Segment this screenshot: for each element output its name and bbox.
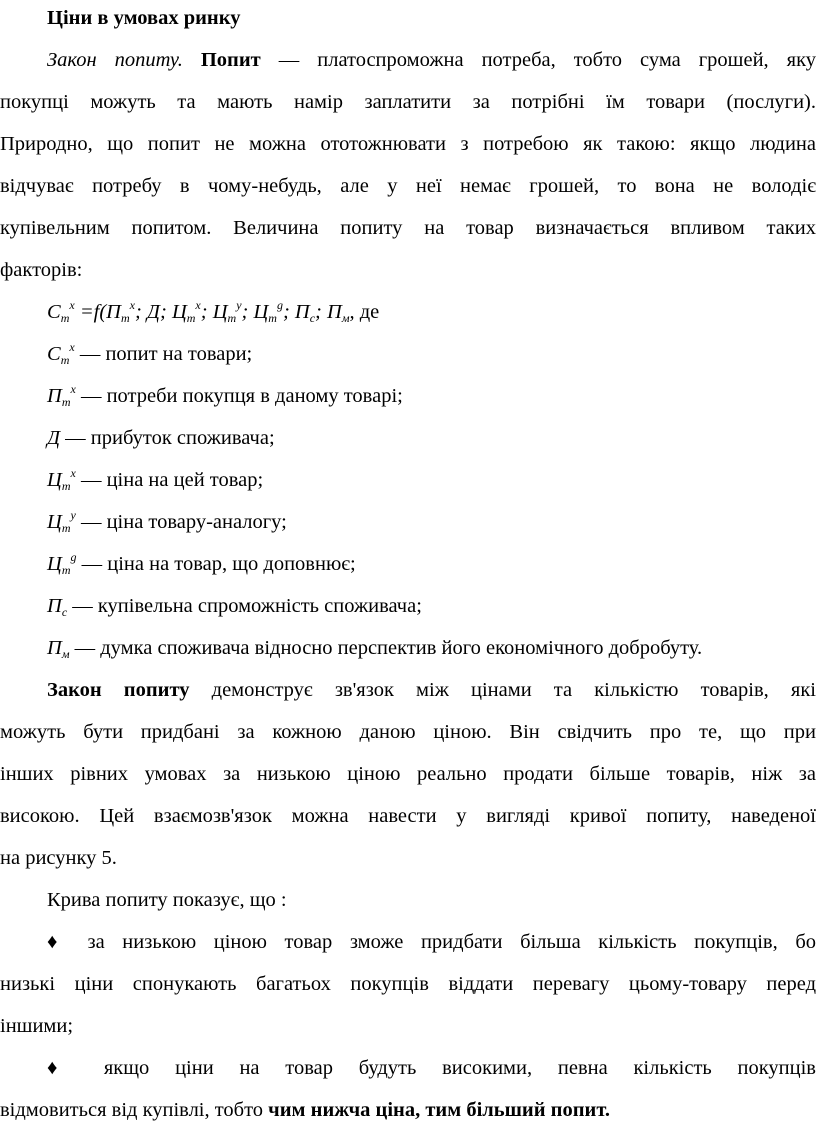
formula-subscript: т bbox=[186, 311, 196, 325]
formula-text: , bbox=[349, 301, 355, 323]
definition-item bbox=[47, 384, 816, 408]
formula-subscript: т bbox=[120, 311, 130, 325]
definition-item bbox=[47, 552, 816, 576]
formula-text: ; bbox=[200, 301, 213, 323]
bullet-2-text: відмовиться від купівлі, тобто bbox=[0, 1099, 269, 1121]
formula-symbol: П bbox=[294, 301, 310, 323]
bullet-2-bold-conclusion: чим нижча ціна, тим більший попит. bbox=[268, 1099, 611, 1121]
formula-symbol: Ц bbox=[253, 301, 269, 323]
paragraph-2-line-5: на рисунку 5. bbox=[0, 847, 117, 869]
definition-superscript: х bbox=[70, 466, 76, 480]
definition-subscript: т bbox=[61, 479, 71, 493]
definition-symbol: Ц bbox=[47, 511, 62, 533]
formula-superscript: х bbox=[69, 298, 75, 312]
formula-symbol: П bbox=[106, 301, 121, 323]
demand-term-bold: Попит bbox=[200, 49, 261, 71]
bullet-1-line-2: низькі ціни спонукають багатьох покупців віддати перевагу цьому-товару перед bbox=[0, 973, 816, 995]
definition-subscript: т bbox=[60, 353, 70, 367]
definition-subscript: т bbox=[61, 521, 71, 535]
definition-text: — ціна на цей товар; bbox=[75, 469, 264, 491]
definition-symbol: П bbox=[47, 637, 62, 659]
definition-symbol: Ц bbox=[47, 553, 62, 575]
definition-text: — ціна на товар, що доповнює; bbox=[76, 553, 356, 575]
formula-subscript: т bbox=[60, 311, 70, 325]
paragraph-1-line-3: Природно, що попит не можна ототожнювати з потребою як такою: якщо людина bbox=[0, 133, 816, 155]
formula-subscript: т bbox=[227, 311, 237, 325]
definition-item bbox=[47, 510, 816, 534]
paragraph-1-text: — платоспроможна потреба, тобто сума грошей, яку bbox=[260, 49, 816, 71]
definition-text: — ціна товару-аналогу; bbox=[75, 511, 287, 533]
formula-where: де bbox=[354, 301, 380, 323]
definition-text: — потреби покупця в даному товарі; bbox=[75, 385, 403, 407]
formula-superscript: g bbox=[276, 298, 283, 312]
formula-text: =f( bbox=[74, 301, 107, 323]
definition-item bbox=[47, 636, 816, 660]
definition-text: — думка споживача відносно перспектив його економічного добробуту. bbox=[69, 637, 703, 659]
formula-text: ; bbox=[315, 301, 327, 323]
formula-subscript: с bbox=[309, 311, 316, 325]
definition-superscript: х bbox=[70, 382, 76, 396]
formula-symbol: П bbox=[327, 301, 342, 323]
formula-symbol: Ц bbox=[171, 301, 187, 323]
formula-superscript: х bbox=[195, 298, 201, 312]
paragraph-2-line-2: можуть бути придбані за кожною даною ціною. Він свідчить про те, що при bbox=[0, 721, 816, 743]
definition-symbol: С bbox=[47, 343, 61, 365]
formula-superscript: у bbox=[236, 298, 242, 312]
definition-text: — купівельна спроможність споживача; bbox=[67, 595, 422, 617]
diamond-bullet-icon: ♦ bbox=[47, 931, 70, 953]
definition-superscript: х bbox=[69, 340, 75, 354]
paragraph-1-line-1 bbox=[47, 48, 816, 72]
definition-text: — прибуток споживача; bbox=[60, 427, 275, 449]
demand-formula bbox=[47, 300, 816, 324]
definition-item bbox=[47, 426, 816, 450]
bullet-1-text: за низькою ціною товар зможе придбати більша кількість покупців, бо bbox=[69, 931, 816, 953]
paragraph-1-line-5: купівельним попитом. Величина попиту на товар визначається впливом таких bbox=[0, 217, 816, 239]
definition-symbol: П bbox=[47, 385, 62, 407]
paragraph-1-line-2: покупці можуть та мають намір заплатити за потрібні їм товари (послуги). bbox=[0, 91, 816, 113]
definition-symbol: П bbox=[47, 595, 62, 617]
definition-subscript: м bbox=[61, 647, 70, 661]
paragraph-1-line-6: факторів: bbox=[0, 259, 83, 281]
definition-symbol: Ц bbox=[47, 469, 62, 491]
section-heading: Ціни в умовах ринку bbox=[47, 7, 241, 29]
bullet-2-line-1 bbox=[47, 1056, 816, 1080]
formula-text: ; Д; bbox=[134, 301, 172, 323]
definition-text: — попит на товари; bbox=[74, 343, 253, 365]
diamond-bullet-icon: ♦ bbox=[47, 1057, 79, 1079]
paragraph-2-line-1 bbox=[47, 678, 816, 702]
definition-subscript: т bbox=[61, 395, 71, 409]
paragraph-3: Крива попиту показує, що : bbox=[47, 889, 287, 911]
formula-superscript: х bbox=[129, 298, 135, 312]
formula-subscript: м bbox=[341, 311, 350, 325]
definition-item bbox=[47, 468, 816, 492]
bullet-2-line-2 bbox=[0, 1098, 816, 1122]
paragraph-1-line-4: відчуває потребу в чому-небудь, але у неї немає грошей, то вона не володіє bbox=[0, 175, 816, 197]
paragraph-2-text: демонструє зв'язок між цінами та кількістю товарів, які bbox=[189, 679, 816, 701]
definition-symbol: Д bbox=[47, 427, 61, 449]
definition-superscript: g bbox=[70, 550, 77, 564]
paragraph-2-line-4: високою. Цей взаємозв'язок можна навести у вигляді кривої попиту, наведеної bbox=[0, 805, 816, 827]
bullet-2-text: якщо ціни на товар будуть високими, певна кількість покупців bbox=[78, 1057, 816, 1079]
bullet-1-line-3: іншими; bbox=[0, 1015, 74, 1037]
law-of-demand-italic: Закон попиту. bbox=[47, 49, 183, 71]
definition-subscript: с bbox=[61, 605, 68, 619]
formula-symbol: Ц bbox=[212, 301, 228, 323]
bullet-1-line-1 bbox=[47, 930, 816, 954]
definition-superscript: у bbox=[70, 508, 76, 522]
law-of-demand-bold: Закон попиту bbox=[47, 679, 190, 701]
formula-subscript: т bbox=[268, 311, 277, 325]
paragraph-2-line-3: інших рівних умовах за низькою ціною реально продати більше товарів, ніж за bbox=[0, 763, 816, 785]
formula-text: ; bbox=[282, 301, 295, 323]
definition-item bbox=[47, 594, 816, 618]
formula-text: ; bbox=[241, 301, 254, 323]
formula-symbol: С bbox=[47, 301, 61, 323]
definition-item bbox=[47, 342, 816, 366]
definition-subscript: т bbox=[61, 563, 71, 577]
